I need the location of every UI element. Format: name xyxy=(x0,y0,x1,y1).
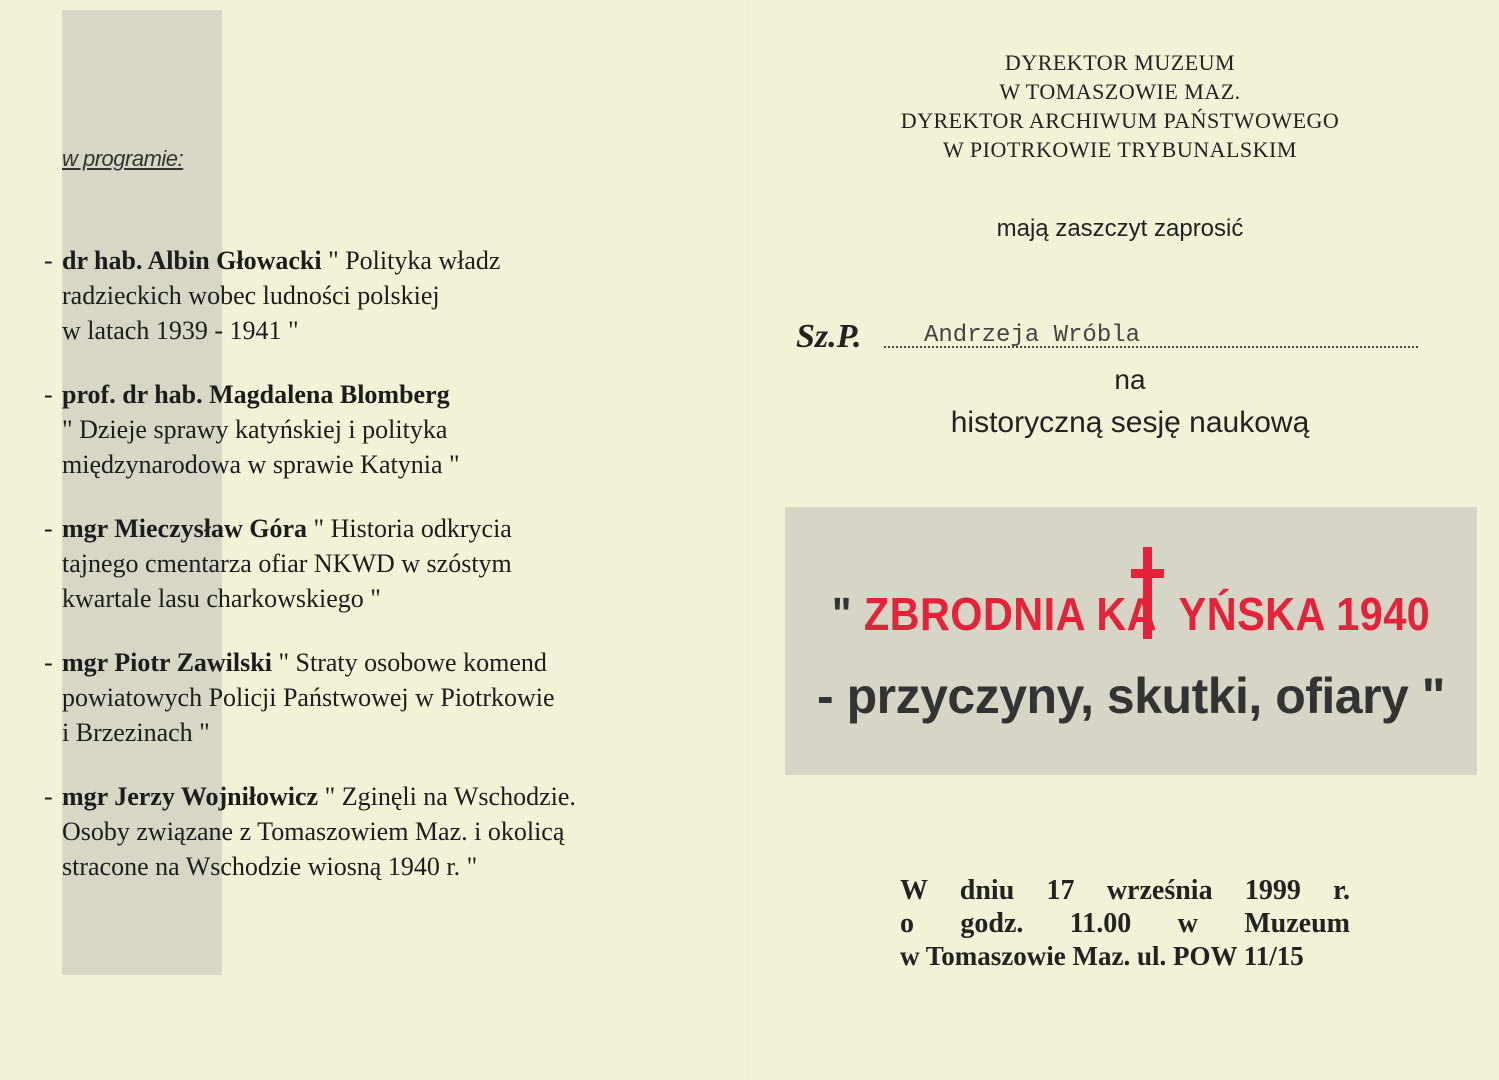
speaker-name: mgr Mieczysław Góra xyxy=(62,514,307,543)
program-item: - prof. dr hab. Magdalena Blomberg " Dzieje sprawy katyńskiej i polityka międzynarodowa w sprawie Katynia " xyxy=(44,377,694,482)
talk-title-line: powiatowych Policji Państwowej w Piotrkowie xyxy=(62,683,555,712)
host-line: DYREKTOR ARCHIWUM PAŃSTWOWEGO xyxy=(900,108,1340,133)
talk-title-line: w latach 1939 - 1941 " xyxy=(62,316,299,345)
banner-title-part2: YŃSKA 1940 xyxy=(1178,588,1431,640)
open-quote: " xyxy=(831,588,852,640)
talk-title-line: tajnego cmentarza ofiar NKWD w szóstym xyxy=(62,549,512,578)
page-fold xyxy=(748,0,750,1080)
session-type: historyczną sesję naukową xyxy=(950,406,1310,439)
banner-subtitle: - przyczyny, skutki, ofiary " xyxy=(817,668,1445,724)
host-line: W PIOTRKOWIE TRYBUNALSKIM xyxy=(943,137,1297,162)
talk-title-start: " Historia odkrycia xyxy=(307,514,512,543)
talk-title-line: " Dzieje sprawy katyńskiej i polityka xyxy=(62,415,448,444)
recipient-name: Andrzeja Wróbla xyxy=(924,322,1141,349)
speaker-name: dr hab. Albin Głowacki xyxy=(62,246,322,275)
program-item: - mgr Mieczysław Góra " Historia odkrycia tajnego cmentarza ofiar NKWD w szóstym kwartale lasu charkowskiego " xyxy=(44,511,694,616)
talk-title-start: " Polityka władz xyxy=(321,246,501,275)
na-word: na xyxy=(1114,364,1146,395)
host-line: W TOMASZOWIE MAZ. xyxy=(999,79,1241,104)
talk-title-line: i Brzezinach " xyxy=(62,718,210,747)
talk-title-start: " Zginęli na Wschodzie. xyxy=(318,782,576,811)
event-date: W dniu 17 września 1999 r. xyxy=(900,875,1350,906)
speaker-name: mgr Piotr Zawilski xyxy=(62,648,272,677)
banner-title xyxy=(820,587,1443,641)
banner-title-part1: ZBRODNIA KA xyxy=(863,588,1158,640)
speaker-name: prof. dr hab. Magdalena Blomberg xyxy=(62,380,450,409)
event-time-place: o godz. 11.00 w Muzeum xyxy=(900,908,1350,939)
talk-title-start: " Straty osobowe komend xyxy=(271,648,547,677)
honor-line: mają zaszczyt zaprosić xyxy=(996,215,1244,242)
talk-title-line: kwartale lasu charkowskiego " xyxy=(62,584,381,613)
host-line: DYREKTOR MUZEUM xyxy=(1004,50,1236,75)
talk-title-line: Osoby związane z Tomaszowiem Maz. i okolicą xyxy=(62,817,565,846)
speaker-name: mgr Jerzy Wojniłowicz xyxy=(62,782,319,811)
talk-title-line: międzynarodowa w sprawie Katynia " xyxy=(62,450,460,479)
event-details xyxy=(900,874,1350,973)
talk-title-line: stracone na Wschodzie wiosną 1940 r. " xyxy=(62,852,478,881)
program-list xyxy=(44,243,694,913)
title-banner xyxy=(785,507,1477,775)
hosts-header xyxy=(820,48,1420,164)
talk-title-line: radzieckich wobec ludności polskiej xyxy=(62,281,440,310)
program-item: - mgr Piotr Zawilski " Straty osobowe komend powiatowych Policji Państwowej w Piotrkowie i Brzezinach " xyxy=(44,645,694,750)
recipient-line xyxy=(796,318,1426,358)
recipient-prefix: Sz.P. xyxy=(796,318,862,355)
program-heading: w programie: xyxy=(62,146,184,171)
program-item: - mgr Jerzy Wojniłowicz " Zginęli na Wschodzie. Osoby związane z Tomaszowiem Maz. i okolicą stracone na Wschodzie wiosną 1940 r. " xyxy=(44,779,694,884)
program-item: - dr hab. Albin Głowacki " Polityka władz radzieckich wobec ludności polskiej w latach 1939 - 1941 " xyxy=(44,243,694,348)
event-address: w Tomaszowie Maz. ul. POW 11/15 xyxy=(900,941,1304,971)
